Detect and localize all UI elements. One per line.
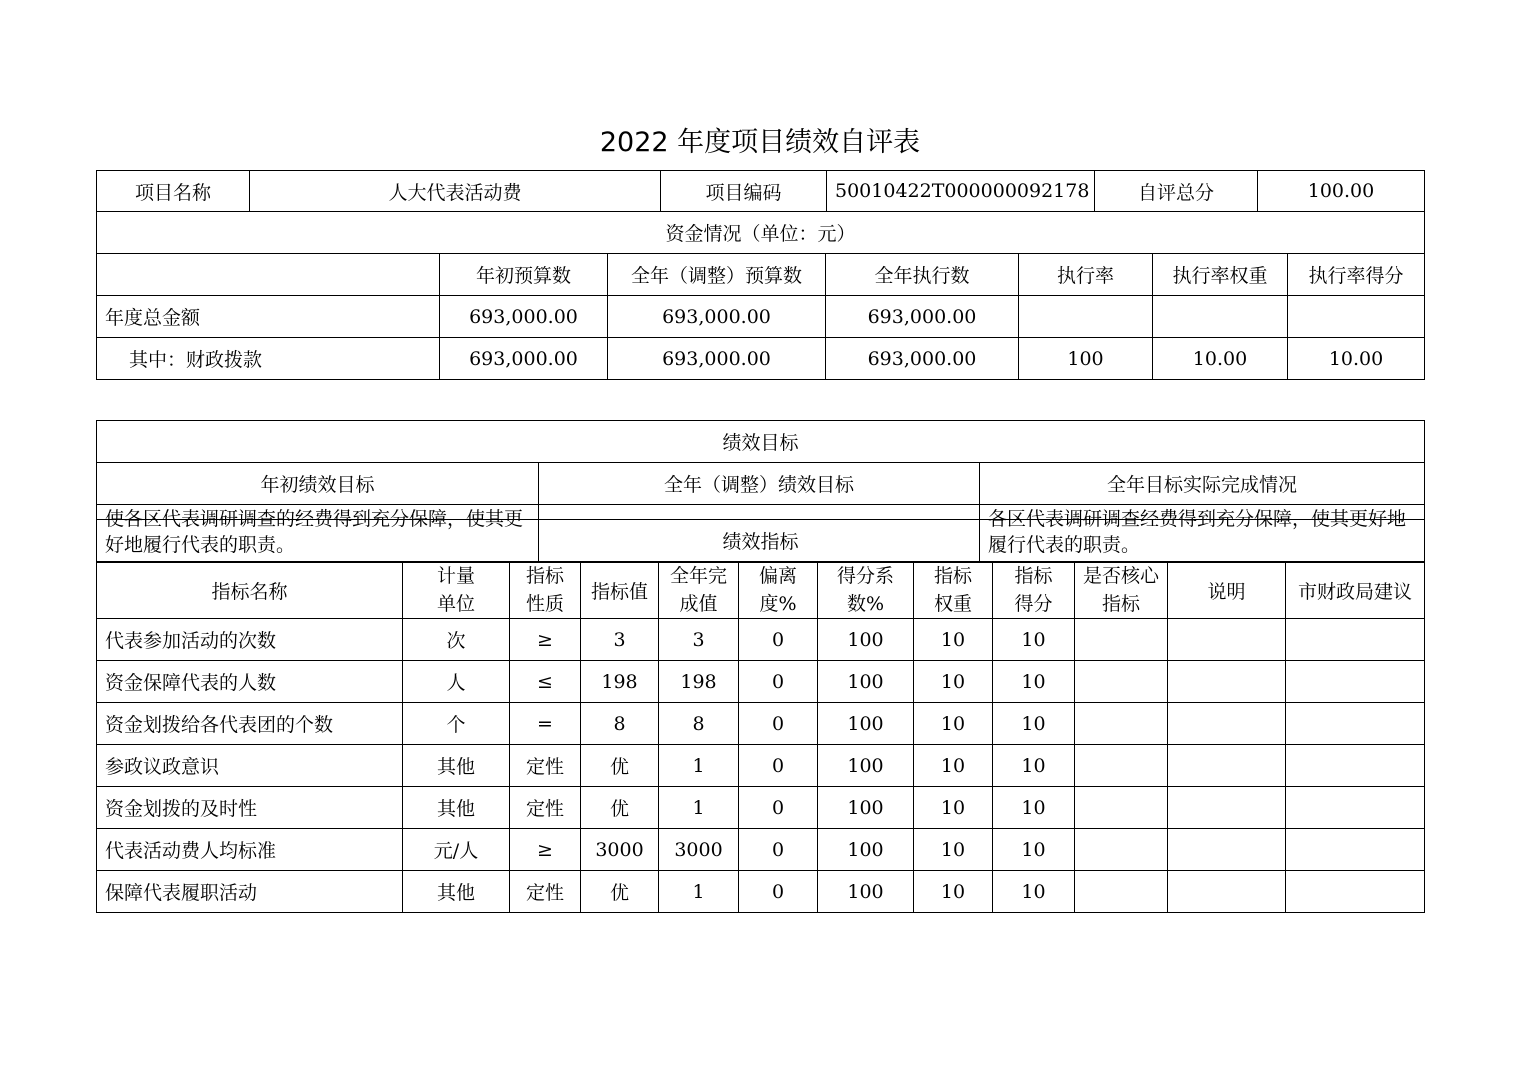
funds-header-row xyxy=(97,254,1425,296)
indicator-cell: 0 xyxy=(739,829,818,871)
indicator-cell: 198 xyxy=(581,661,659,703)
funds-header-cell xyxy=(97,254,440,296)
funds-section-title: 资金情况（单位：元） xyxy=(97,212,1425,254)
indicator-cell xyxy=(1075,787,1168,829)
indicator-header-cell: 全年完成值 xyxy=(659,562,739,619)
indicator-cell xyxy=(1168,619,1286,661)
indicator-header-cell: 指标值 xyxy=(581,562,659,619)
funds-cell: 693,000.00 xyxy=(440,296,608,338)
goals-section-row xyxy=(97,421,1425,463)
initial-goal-text: 使各区代表调研调查的经费得到充分保障，使其更好地履行代表的职责。 xyxy=(97,505,539,563)
indicator-name-cell: 参政议政意识 xyxy=(97,745,403,787)
indicator-cell: 10 xyxy=(914,787,993,829)
score-label: 自评总分 xyxy=(1095,171,1258,212)
project-info-table xyxy=(96,170,1425,212)
indicator-cell: 其他 xyxy=(403,787,510,829)
funds-cell: 693,000.00 xyxy=(826,338,1019,380)
indicator-cell: 100 xyxy=(818,661,914,703)
project-name-label: 项目名称 xyxy=(97,171,250,212)
indicator-cell: 人 xyxy=(403,661,510,703)
table-row xyxy=(97,619,1425,661)
indicator-cell: 10 xyxy=(993,871,1075,913)
indicator-cell: 0 xyxy=(739,703,818,745)
funds-cell: 10.00 xyxy=(1153,338,1288,380)
indicator-cell: 定性 xyxy=(510,871,581,913)
funds-header-cell: 全年执行数 xyxy=(826,254,1019,296)
indicator-cell: 100 xyxy=(818,829,914,871)
indicator-cell: 100 xyxy=(818,871,914,913)
indicator-cell: 1 xyxy=(659,745,739,787)
indicator-name-cell: 代表参加活动的次数 xyxy=(97,619,403,661)
indicator-header-cell: 指标名称 xyxy=(97,562,403,619)
indicator-cell xyxy=(1168,829,1286,871)
funds-header-cell: 执行率得分 xyxy=(1288,254,1425,296)
indicator-cell: 3 xyxy=(581,619,659,661)
indicator-header-cell: 得分系数% xyxy=(818,562,914,619)
indicator-cell: 10 xyxy=(914,703,993,745)
indicator-cell: ≤ xyxy=(510,661,581,703)
funds-cell: 693,000.00 xyxy=(826,296,1019,338)
funds-section-row xyxy=(97,212,1425,254)
indicator-cell xyxy=(1286,661,1425,703)
indicator-name-cell: 资金划拨的及时性 xyxy=(97,787,403,829)
indicator-cell xyxy=(1286,745,1425,787)
indicator-cell xyxy=(1286,829,1425,871)
indicator-cell xyxy=(1075,661,1168,703)
funds-cell: 10.00 xyxy=(1288,338,1425,380)
goals-header-cell: 全年（调整）绩效目标 xyxy=(539,463,980,505)
funds-cell: 100 xyxy=(1019,338,1153,380)
funds-cell xyxy=(1153,296,1288,338)
indicator-cell: 100 xyxy=(818,787,914,829)
indicator-cell: 10 xyxy=(993,661,1075,703)
indicator-cell xyxy=(1075,703,1168,745)
funds-cell: 年度总金额 xyxy=(97,296,440,338)
indicator-cell: 100 xyxy=(818,745,914,787)
funds-row-total xyxy=(97,296,1425,338)
indicator-cell xyxy=(1168,871,1286,913)
indicator-cell xyxy=(1168,703,1286,745)
score-value: 100.00 xyxy=(1258,171,1425,212)
indicator-header-cell: 是否核心指标 xyxy=(1075,562,1168,619)
actual-completion-text: 各区代表调研调查经费得到充分保障，使其更好地履行代表的职责。 xyxy=(980,505,1425,563)
indicator-cell: 10 xyxy=(993,745,1075,787)
indicator-cell: = xyxy=(510,703,581,745)
indicator-cell: 10 xyxy=(993,703,1075,745)
indicator-cell: 10 xyxy=(993,619,1075,661)
indicator-header-cell: 指标得分 xyxy=(993,562,1075,619)
indicator-cell xyxy=(1286,703,1425,745)
indicator-cell: 3 xyxy=(659,619,739,661)
indicator-name-cell: 保障代表履职活动 xyxy=(97,871,403,913)
funds-header-cell: 年初预算数 xyxy=(440,254,608,296)
indicator-cell: 优 xyxy=(581,787,659,829)
indicator-cell xyxy=(1168,745,1286,787)
table-row xyxy=(97,787,1425,829)
indicator-cell: 0 xyxy=(739,787,818,829)
indicator-cell: 0 xyxy=(739,745,818,787)
indicator-cell: 0 xyxy=(739,619,818,661)
indicator-cell xyxy=(1075,745,1168,787)
indicator-cell xyxy=(1075,871,1168,913)
indicator-header-cell: 说明 xyxy=(1168,562,1286,619)
indicator-cell: 10 xyxy=(993,787,1075,829)
table-row xyxy=(97,745,1425,787)
indicator-cell: 100 xyxy=(818,703,914,745)
project-code-value: 50010422T000000092178 xyxy=(827,171,1095,212)
indicator-cell: 个 xyxy=(403,703,510,745)
indicator-cell xyxy=(1075,829,1168,871)
indicator-cell: 次 xyxy=(403,619,510,661)
indicator-cell: 0 xyxy=(739,871,818,913)
funds-header-cell: 全年（调整）预算数 xyxy=(608,254,826,296)
indicator-cell: 元/人 xyxy=(403,829,510,871)
project-name-value: 人大代表活动费 xyxy=(250,171,661,212)
goals-section-title: 绩效目标 xyxy=(97,421,1425,463)
indicators-section-title: 绩效指标 xyxy=(97,520,1425,562)
indicator-cell xyxy=(1168,661,1286,703)
indicators-table xyxy=(96,519,1425,913)
indicator-cell: 10 xyxy=(914,661,993,703)
funds-cell: 693,000.00 xyxy=(440,338,608,380)
indicator-cell xyxy=(1286,619,1425,661)
indicator-cell xyxy=(1286,787,1425,829)
funds-cell: 其中：财政拨款 xyxy=(97,338,440,380)
goals-header-row xyxy=(97,463,1425,505)
goals-header-cell: 年初绩效目标 xyxy=(97,463,539,505)
indicator-cell: 10 xyxy=(914,619,993,661)
project-code-label: 项目编码 xyxy=(661,171,827,212)
indicator-cell xyxy=(1168,787,1286,829)
page-title: 2022 年度项目绩效自评表 xyxy=(599,127,921,158)
indicator-cell: 198 xyxy=(659,661,739,703)
funds-table xyxy=(96,211,1425,380)
indicator-cell xyxy=(1286,871,1425,913)
indicator-header-cell: 指标权重 xyxy=(914,562,993,619)
indicators-section-row xyxy=(97,520,1425,562)
funds-cell: 693,000.00 xyxy=(608,296,826,338)
indicator-cell: ≥ xyxy=(510,619,581,661)
indicator-cell: 其他 xyxy=(403,871,510,913)
indicators-header-row xyxy=(97,562,1425,619)
indicator-cell: 定性 xyxy=(510,745,581,787)
indicator-cell: 10 xyxy=(914,829,993,871)
funds-row-fiscal xyxy=(97,338,1425,380)
indicator-header-cell: 市财政局建议 xyxy=(1286,562,1425,619)
indicator-cell: 优 xyxy=(581,871,659,913)
indicator-name-cell: 资金保障代表的人数 xyxy=(97,661,403,703)
indicator-cell: 3000 xyxy=(659,829,739,871)
indicator-cell: 10 xyxy=(993,829,1075,871)
indicator-cell: ≥ xyxy=(510,829,581,871)
indicator-cell: 8 xyxy=(581,703,659,745)
indicator-cell: 10 xyxy=(914,745,993,787)
indicator-cell: 1 xyxy=(659,787,739,829)
indicator-cell: 其他 xyxy=(403,745,510,787)
table-row xyxy=(97,871,1425,913)
indicator-cell: 0 xyxy=(739,661,818,703)
indicator-cell: 10 xyxy=(914,871,993,913)
indicator-header-cell: 指标性质 xyxy=(510,562,581,619)
goals-header-cell: 全年目标实际完成情况 xyxy=(980,463,1425,505)
indicator-cell: 100 xyxy=(818,619,914,661)
funds-header-cell: 执行率权重 xyxy=(1153,254,1288,296)
indicator-name-cell: 资金划拨给各代表团的个数 xyxy=(97,703,403,745)
indicator-cell: 1 xyxy=(659,871,739,913)
indicator-cell: 优 xyxy=(581,745,659,787)
indicator-name-cell: 代表活动费人均标准 xyxy=(97,829,403,871)
funds-header-cell: 执行率 xyxy=(1019,254,1153,296)
table-row xyxy=(97,703,1425,745)
funds-cell xyxy=(1019,296,1153,338)
indicator-cell: 8 xyxy=(659,703,739,745)
funds-cell xyxy=(1288,296,1425,338)
indicator-cell: 3000 xyxy=(581,829,659,871)
funds-cell: 693,000.00 xyxy=(608,338,826,380)
indicator-cell xyxy=(1075,619,1168,661)
table-row xyxy=(97,661,1425,703)
indicator-cell: 定性 xyxy=(510,787,581,829)
project-info-row xyxy=(97,171,1425,212)
indicator-header-cell: 计量单位 xyxy=(403,562,510,619)
indicator-header-cell: 偏离度% xyxy=(739,562,818,619)
table-row xyxy=(97,829,1425,871)
